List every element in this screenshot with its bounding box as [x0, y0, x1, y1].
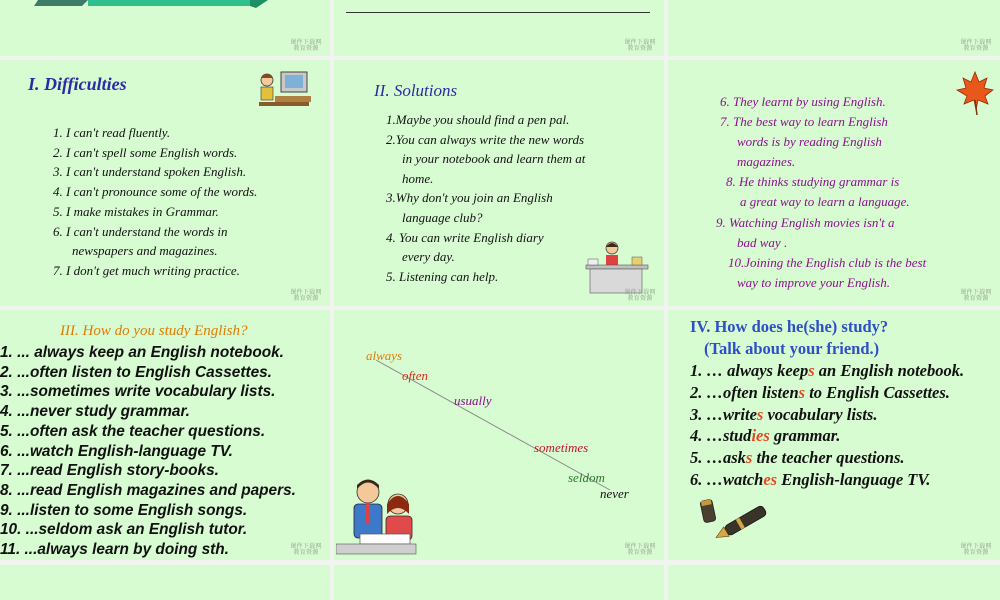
- top-slide-middle: [334, 0, 664, 56]
- watermark: 课件下载网 教育资源: [290, 544, 322, 556]
- slide-difficulties: [0, 60, 330, 306]
- list-item: 6. ...watch English-language TV.: [0, 442, 233, 460]
- slide-title: I. Difficulties: [28, 74, 127, 94]
- list-item: 5. I make mistakes in Grammar.: [53, 203, 219, 219]
- list-item: in your notebook and learn them at: [402, 151, 586, 167]
- slide-title: IV. How does he(she) study?: [690, 317, 889, 336]
- list-item: 9. Watching English movies isn't a: [716, 214, 895, 230]
- difficulty-list: [53, 123, 257, 281]
- list-item: 9. ...listen to some English songs.: [0, 501, 248, 519]
- list-item: 3. …writes vocabulary lists.: [690, 404, 878, 424]
- book-illustration-icon: [0, 0, 330, 56]
- freq-often: often: [402, 368, 428, 383]
- list-item: 2. ...often listen to English Cassettes.: [0, 363, 272, 381]
- list-item: 2.You can always write the new words: [386, 131, 585, 147]
- list-item: 1.Maybe you should find a pen pal.: [386, 112, 570, 127]
- list-item: way to improve your English.: [737, 274, 890, 290]
- watermark: 课件下载网 教育资源: [624, 290, 656, 302]
- top-slide-right: [668, 0, 1000, 56]
- ways-list: [716, 92, 927, 293]
- student-at-desk-icon: [584, 238, 650, 298]
- freq-usually: usually: [454, 393, 492, 408]
- watermark: 课件下载网 教育资源: [960, 40, 992, 52]
- slide-subtitle: (Talk about your friend.): [704, 339, 880, 358]
- freq-sometimes: sometimes: [534, 440, 589, 455]
- slide-title: II. Solutions: [374, 81, 458, 100]
- third-person-list: [690, 360, 964, 491]
- list-item: 5. Listening can help.: [386, 268, 499, 284]
- list-item: 7. I don't get much writing practice.: [53, 262, 240, 278]
- bottom-slide-left: [0, 565, 330, 600]
- slide-solutions: [334, 60, 664, 306]
- list-item: 1. ... always keep an English notebook.: [0, 344, 284, 361]
- list-item: 2. I can't spell some English words.: [53, 144, 238, 160]
- list-item: 10.Joining the English club is the best: [728, 254, 927, 270]
- slide-frequency-scale: [334, 310, 664, 560]
- watermark: 课件下载网 教育资源: [624, 40, 656, 52]
- slide-how-he-studies: [668, 310, 1000, 560]
- slide-ways-to-learn: [668, 60, 1000, 306]
- list-item: 4. I can't pronounce some of the words.: [53, 184, 258, 200]
- list-item: words is by reading English: [737, 134, 882, 150]
- fountain-pen-icon: [698, 496, 778, 546]
- computer-student-icon: [255, 70, 315, 114]
- list-item: 6. They learnt by using English.: [720, 94, 886, 109]
- watermark: 课件下载网 教育资源: [960, 290, 992, 302]
- bottom-slide-right: [668, 565, 1000, 600]
- top-slide-left: [0, 0, 330, 56]
- bottom-slide-middle: [334, 565, 664, 600]
- list-item: 8. ...read English magazines and papers.: [0, 481, 296, 499]
- list-item: 1. … always keeps an English notebook.: [690, 361, 965, 380]
- list-item: 5. ...often ask the teacher questions.: [0, 422, 266, 440]
- watermark: 课件下载网 教育资源: [290, 40, 322, 52]
- maple-leaf-icon: [955, 70, 995, 116]
- students-reading-icon: [336, 474, 426, 560]
- watermark: 课件下载网 教育资源: [624, 544, 656, 556]
- list-item: bad way .: [737, 234, 788, 250]
- list-item: every day.: [402, 249, 455, 265]
- list-item: home.: [402, 170, 434, 186]
- list-item: 11. ...always learn by doing sth.: [0, 541, 229, 559]
- slide-title: III. How do you study English?: [60, 323, 248, 339]
- list-item: a great way to learn a language.: [740, 194, 910, 210]
- list-item: 7. The best way to learn English: [720, 114, 888, 130]
- list-item: 4. ...never study grammar.: [0, 403, 190, 421]
- list-item: 3. ...sometimes write vocabulary lists.: [0, 383, 276, 401]
- list-item: 10. ...seldom ask an English tutor.: [0, 521, 248, 539]
- list-item: 3. I can't understand spoken English.: [53, 164, 247, 180]
- list-item: language club?: [402, 209, 483, 225]
- list-item: 8. He thinks studying grammar is: [726, 174, 900, 190]
- list-item: 7. ...read English story-books.: [0, 462, 219, 480]
- list-item: 5. …asks the teacher questions.: [690, 448, 905, 468]
- freq-always: always: [366, 348, 403, 363]
- list-item: 6. …watches English-language TV.: [690, 469, 931, 489]
- watermark: 课件下载网 教育资源: [960, 544, 992, 556]
- solution-list: [386, 110, 585, 286]
- watermark: 课件下载网 教育资源: [290, 290, 322, 302]
- list-item: 6. I can't understand the words in: [53, 223, 228, 239]
- list-item: newspapers and magazines.: [72, 243, 218, 259]
- list-item: 1. I can't read fluently.: [53, 125, 171, 140]
- list-item: magazines.: [737, 154, 796, 170]
- divider-line: [346, 12, 650, 13]
- list-item: 4. …studies grammar.: [690, 426, 841, 446]
- slide-how-study: [0, 310, 330, 560]
- freq-never: never: [600, 486, 629, 501]
- list-item: 4. You can write English diary: [386, 229, 544, 245]
- study-habits-list: [0, 343, 296, 560]
- list-item: 2. …often listens to English Cassettes.: [690, 382, 950, 402]
- freq-seldom: seldom: [568, 470, 605, 485]
- list-item: 3.Why don't you join an English: [386, 190, 553, 206]
